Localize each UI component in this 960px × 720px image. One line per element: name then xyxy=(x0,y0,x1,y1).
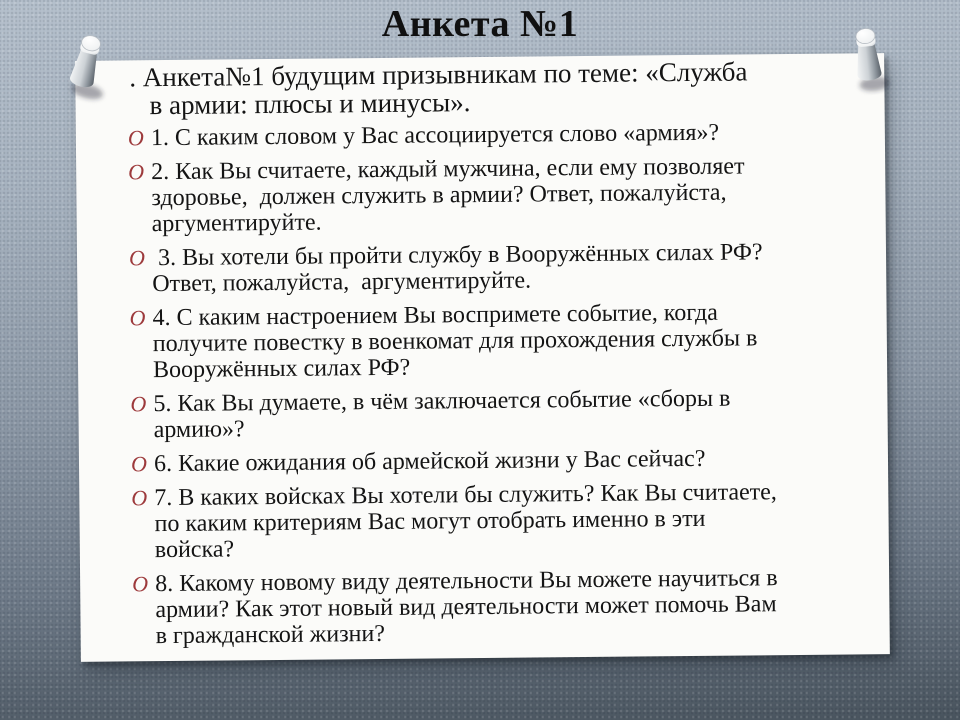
paper-sheet xyxy=(75,53,890,662)
question-text: 2. Как Вы считаете, каждый мужчина, если ему позволяет здоровье, должен служить в армии? Ответ, пожалуйста, аргументируйте. xyxy=(151,153,745,238)
bullet-o-icon: O xyxy=(132,571,149,597)
bullet-o-icon: O xyxy=(129,305,146,331)
question-text: 4. С каким настроением Вы воспримете событие, когда получите повестку в военкомат для прохождения службы в Вооружённых силах РФ? xyxy=(152,299,758,384)
bullet-o-icon: O xyxy=(130,451,148,477)
question-text: 5. Как Вы думаете, в чём заключается событие «сборы в армию»? xyxy=(153,385,731,444)
question-list xyxy=(128,118,860,649)
question-text: 7. В каких войсках Вы хотели бы служить? Как Вы считаете, по каким критериям Вас могут отобрать именно в эти войска? xyxy=(154,479,777,564)
question-item xyxy=(129,298,857,383)
bullet-o-icon: O xyxy=(131,485,148,511)
bullet-o-icon: O xyxy=(130,391,147,417)
question-text: 6. Какие ожидания об армейской жизни у Вас сейчас? xyxy=(153,445,706,478)
question-text: 1. С каким словом у Вас ассоциируется слово «армия»? xyxy=(150,119,720,152)
question-item xyxy=(130,384,857,443)
bullet-o-icon: O xyxy=(128,159,145,185)
question-item xyxy=(131,478,859,563)
question-text: 8. Какому новому виду деятельности Вы можете научиться в армии? Как этот новый вид деятельности может помочь Вам в гражданской жизни? xyxy=(155,565,778,650)
question-item xyxy=(128,118,855,151)
bullet-o-icon: O xyxy=(128,245,146,271)
question-item xyxy=(129,238,856,297)
question-text: 3. Вы хотели бы пройти службу в Вооружённых силах РФ? Ответ, пожалуйста, аргументируйте. xyxy=(151,239,763,298)
question-item xyxy=(128,152,856,237)
slide-title: Анкета №1 xyxy=(381,3,579,45)
bullet-o-icon: O xyxy=(127,125,144,151)
question-item xyxy=(131,444,858,477)
pushpin-icon xyxy=(841,22,902,97)
question-item xyxy=(132,564,860,649)
intro-text: . Анкета№1 будущим призывникам по теме: «Служба в армии: плюсы и минусы». xyxy=(129,56,748,121)
